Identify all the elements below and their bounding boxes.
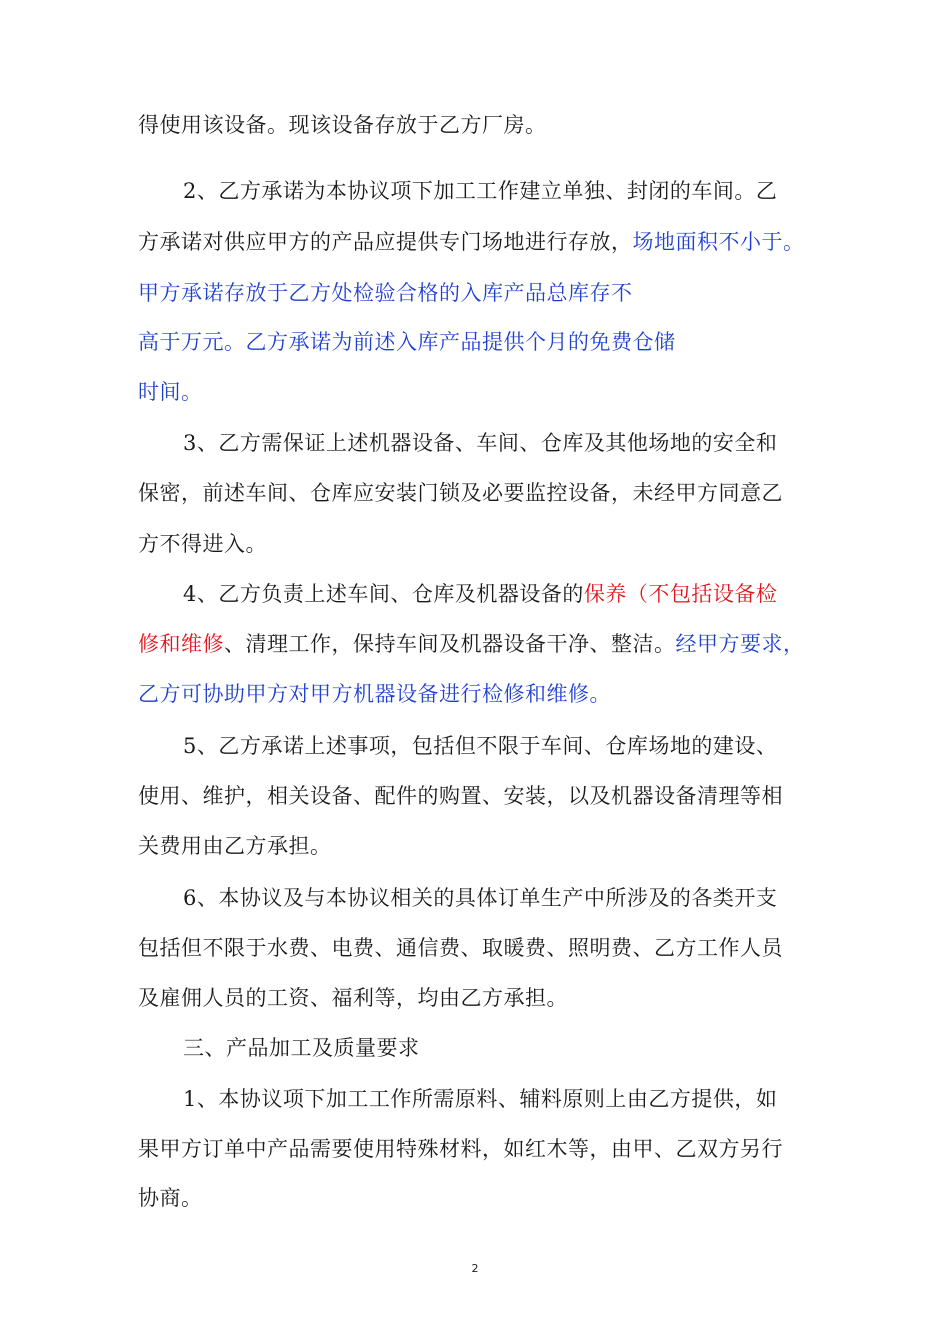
text-run: 4、乙方负责上述车间、仓库及机器设备的 bbox=[183, 582, 584, 606]
text-run: 、清理工作，保持车间及机器设备干净、整洁。 bbox=[224, 632, 676, 656]
highlighted-line-blue: 高于万元。乙方承诺为前述入库产品提供个月的免费仓储 bbox=[138, 330, 676, 354]
section-heading: 三、产品加工及质量要求 bbox=[183, 1036, 420, 1060]
paragraph-line: 6、本协议及与本协议相关的具体订单生产中所涉及的各类开支 bbox=[183, 886, 778, 910]
paragraph-line bbox=[183, 579, 777, 609]
highlighted-line-blue: 甲方承诺存放于乙方处检验合格的入库产品总库存不 bbox=[138, 281, 633, 305]
page-number: 2 bbox=[471, 1262, 479, 1275]
paragraph-line: 包括但不限于水费、电费、通信费、取暖费、照明费、乙方工作人员 bbox=[138, 936, 783, 960]
paragraph-line: 保密，前述车间、仓库应安装门锁及必要监控设备，未经甲方同意乙 bbox=[138, 481, 783, 505]
paragraph-line bbox=[138, 629, 805, 659]
highlighted-text-blue: 经甲方要求， bbox=[675, 632, 805, 656]
paragraph-line: 协商。 bbox=[138, 1186, 203, 1210]
paragraph-line: 及雇佣人员的工资、福利等，均由乙方承担。 bbox=[138, 986, 568, 1010]
paragraph-line: 方不得进入。 bbox=[138, 532, 267, 556]
paragraph-line bbox=[138, 227, 805, 257]
paragraph-line: 5、乙方承诺上述事项，包括但不限于车间、仓库场地的建设、 bbox=[183, 734, 778, 758]
paragraph-line: 使用、维护，相关设备、配件的购置、安装，以及机器设备清理等相 bbox=[138, 784, 783, 808]
highlighted-text-red: 保养（不包括设备检 bbox=[583, 582, 778, 606]
highlighted-text-blue: 场地面积不小于。 bbox=[632, 230, 805, 254]
paragraph-line: 得使用该设备。现该设备存放于乙方厂房。 bbox=[138, 113, 547, 137]
text-run: 方承诺对供应甲方的产品应提供专门场地进行存放， bbox=[138, 230, 633, 254]
highlighted-text-red: 修和维修 bbox=[138, 632, 224, 656]
paragraph-line: 1、本协议项下加工工作所需原料、辅料原则上由乙方提供，如 bbox=[183, 1087, 778, 1111]
highlighted-line-blue: 时间。 bbox=[138, 380, 203, 404]
highlighted-line-blue: 乙方可协助甲方对甲方机器设备进行检修和维修。 bbox=[138, 682, 611, 706]
paragraph-line: 2、乙方承诺为本协议项下加工工作建立单独、封闭的车间。乙 bbox=[183, 179, 778, 203]
paragraph-line: 果甲方订单中产品需要使用特殊材料，如红木等，由甲、乙双方另行 bbox=[138, 1137, 783, 1161]
paragraph-line: 3、乙方需保证上述机器设备、车间、仓库及其他场地的安全和 bbox=[183, 431, 778, 455]
paragraph-line: 关费用由乙方承担。 bbox=[138, 834, 332, 858]
